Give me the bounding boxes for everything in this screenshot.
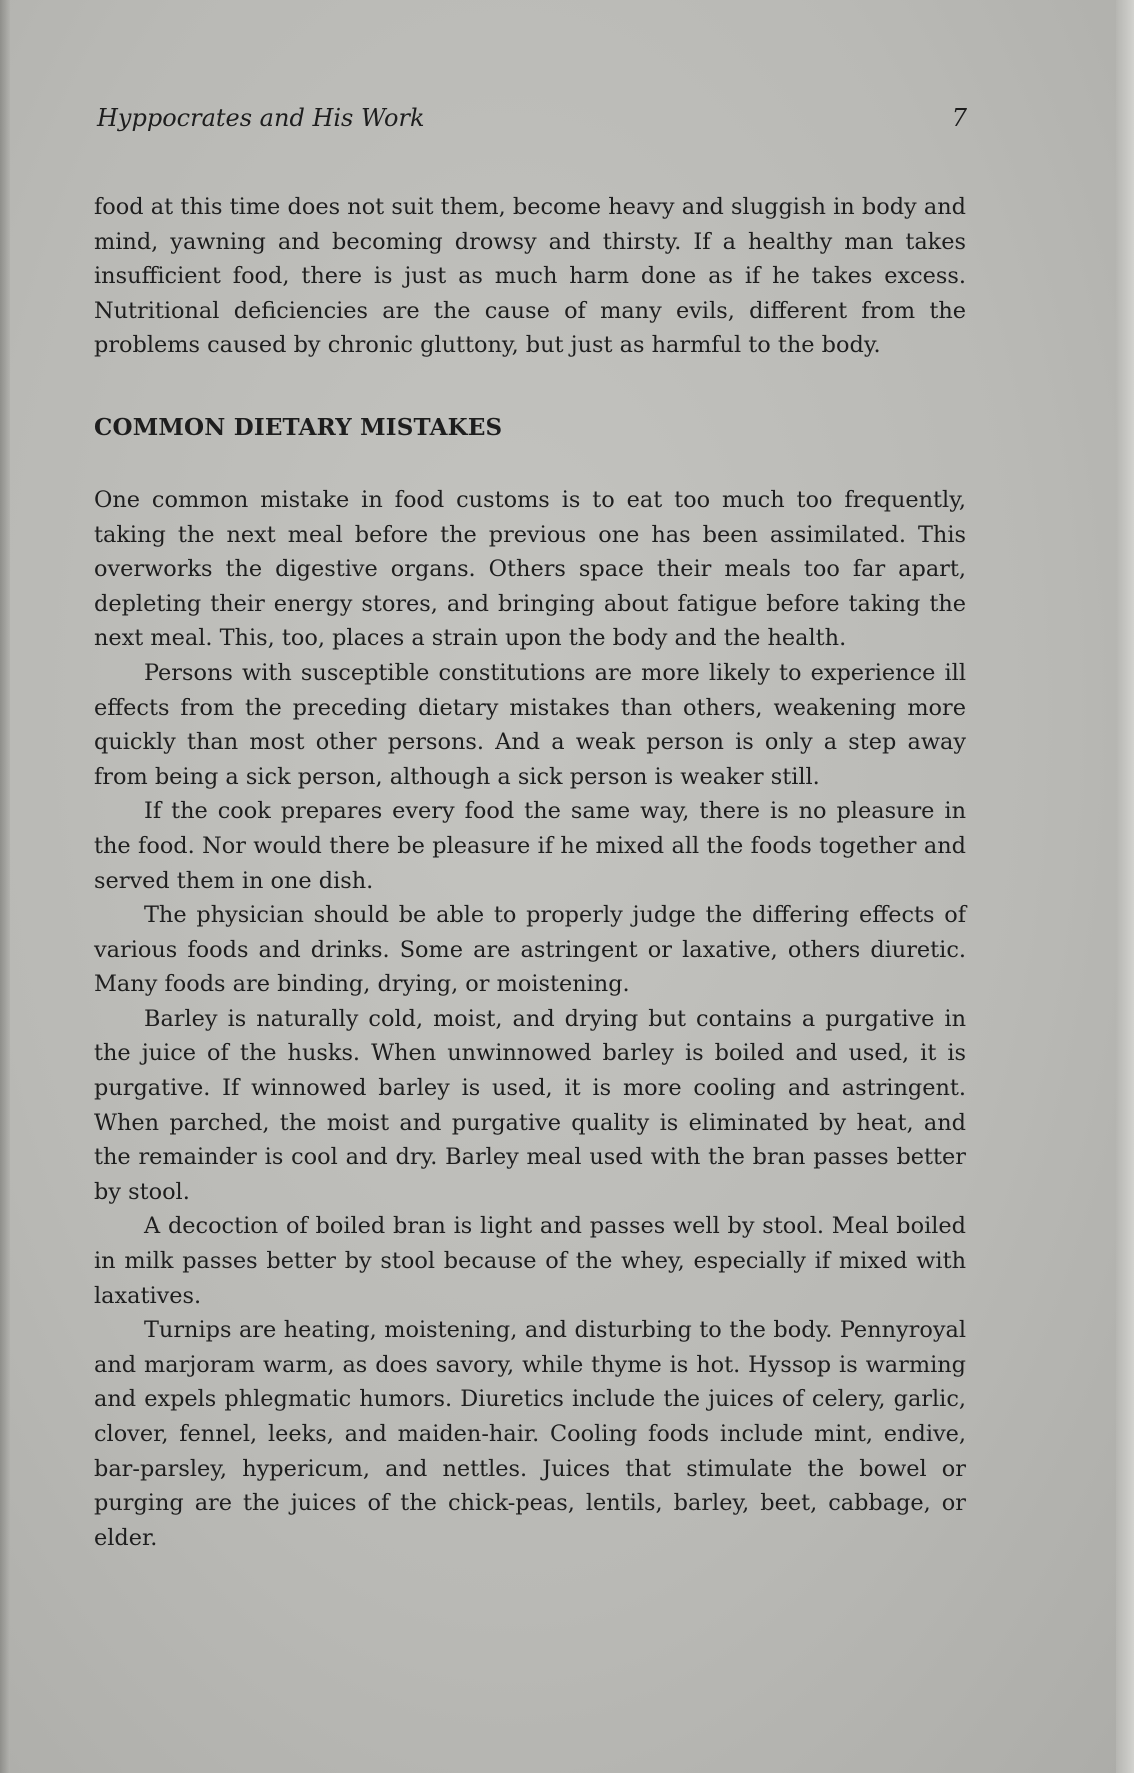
paragraph: A decoction of boiled bran is light and passes well by stool. Meal boiled in milk passes better by stool because of the whey, especially if mixed with laxatives. [94,1213,966,1309]
paragraph: The physician should be able to properly judge the differing effects of various foods and drinks. Some are astringent or laxative, others diuretic. Many foods are binding, drying, or moistening. [94,902,966,998]
body-text [94,190,966,1555]
paragraph: Persons with susceptible constitutions are more likely to experience ill effects from the preceding dietary mistakes than others, weakening more quickly than most other persons. And a weak person is only a step away from being a sick person, although a sick person is weaker still. [94,659,966,790]
page-binding-shadow [0,0,10,1773]
running-head [97,104,967,138]
paragraph: Barley is naturally cold, moist, and drying but contains a purgative in the juice of the husks. When unwinnowed barley is boiled and used, it is purgative. If winnowed barley is used, it is more cooling and astringent. When parched, the moist and purgative quality is eliminated by heat, and the remainder is cool and dry. Barley meal used with the bran passes better by stool. [94,1005,966,1205]
paragraph: One common mistake in food customs is to eat too much too frequently, taking the next meal before the previous one has been assimilated. This overworks the digestive organs. Others space their meals too far apart, depleting their energy stores, and bringing about fatigue before taking the next meal. This, too, places a strain upon the body and the health. [94,486,966,652]
page-number: 7 [951,104,967,132]
paragraph: Turnips are heating, moistening, and disturbing to the body. Pennyroyal and marjoram warm, as does savory, while thyme is hot. Hyssop is warming and expels phlegmatic humors. Diuretics include the juices of celery, garlic, clover, fennel, leeks, and maiden-hair. Cooling foods include mint, endive, bar-parsley, hypericum, and nettles. Juices that stimulate the bowel or purging are the juices of the chick-peas, lentils, barley, beet, cabbage, or elder. [94,1317,966,1551]
paragraph: If the cook prepares every food the same way, there is no pleasure in the food. Nor would there be pleasure if he mixed all the foods together and served them in one dish. [94,798,966,894]
page-right-edge [1116,0,1134,1773]
opening-paragraph: food at this time does not suit them, become heavy and sluggish in body and mind, yawning and becoming drowsy and thirsty. If a healthy man takes insufficient food, there is just as much harm done as if he takes excess. Nutritional deficiencies are the cause of many evils, different from the problems caused by chronic gluttony, but just as harmful to the body. [94,194,966,359]
section-heading: COMMON DIETARY MISTAKES [94,413,503,441]
running-head-title: Hyppocrates and His Work [97,104,425,132]
